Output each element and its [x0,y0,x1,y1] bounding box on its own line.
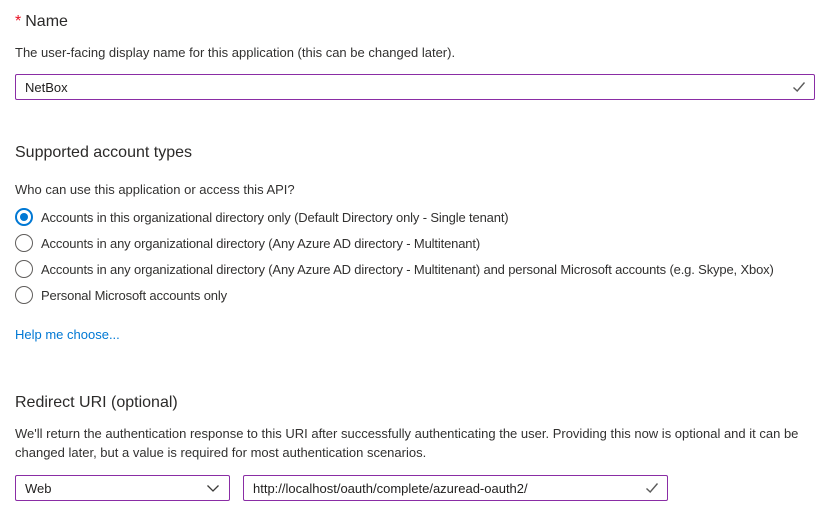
redirect-uri-field [243,475,668,501]
radio-button[interactable] [15,234,33,252]
redirect-uri-controls [15,475,815,501]
radio-button[interactable] [15,286,33,304]
radio-button[interactable] [15,260,33,278]
help-me-choose-link[interactable]: Help me choose... [15,327,120,342]
platform-select[interactable] [15,475,230,501]
name-description: The user-facing display name for this application (this can be changed later). [15,45,456,60]
radio-option-single-tenant[interactable] [15,204,815,230]
radio-option-multitenant[interactable] [15,230,815,256]
radio-option-label: Personal Microsoft accounts only [41,287,227,303]
platform-select-value: Web [25,480,52,496]
name-section-title [15,12,815,32]
redirect-uri-description: We'll return the authentication response to this URI after successfully authenticating the user. Providing this now is optional and it can be changed later, but a value is required for most authentication scenarios. [15,426,799,460]
chevron-down-icon [206,484,220,493]
radio-option-personal-only[interactable] [15,282,815,308]
radio-option-label: Accounts in any organizational directory (Any Azure AD directory - Multitenant) and personal Microsoft accounts (e.g. Skype, Xbox) [41,261,774,277]
name-field [15,74,815,100]
radio-option-label: Accounts in this organizational directory only (Default Directory only - Single tenant) [41,209,509,225]
name-input[interactable] [15,74,815,100]
account-type-options [15,204,815,308]
account-types-title: Supported account types [15,144,193,161]
radio-option-multitenant-personal[interactable] [15,256,815,282]
radio-option-label: Accounts in any organizational directory (Any Azure AD directory - Multitenant) [41,235,481,251]
radio-button[interactable] [15,208,33,226]
redirect-uri-title: Redirect URI (optional) [15,394,178,411]
account-types-question: Who can use this application or access this API? [15,182,295,197]
name-title-text: Name [25,13,68,30]
redirect-uri-input[interactable] [243,475,668,501]
required-asterisk: * [15,13,22,30]
